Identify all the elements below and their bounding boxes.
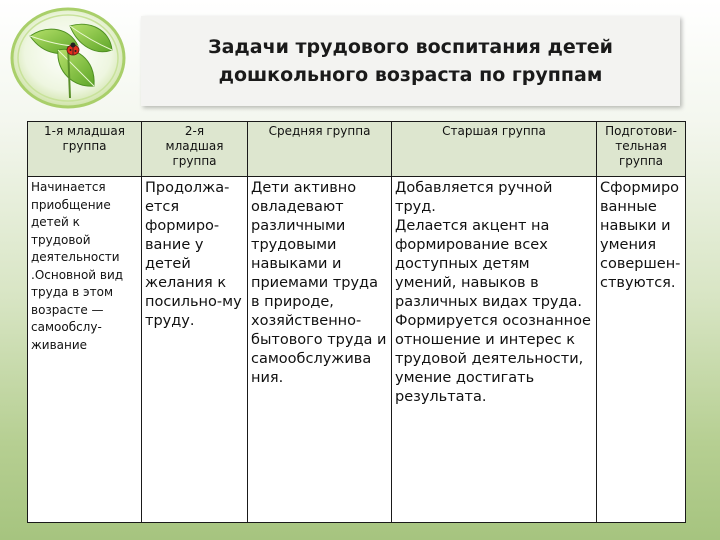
leaf-logo (8, 6, 128, 110)
page-title: Задачи трудового воспитания детей дошкольного возраста по группам (208, 36, 613, 86)
header-group-preparatory: Подготови- тельная группа (597, 122, 686, 177)
header-group-1: 1-я младшая группа (28, 122, 142, 177)
cell-group-1: Начинается приобщение детей к трудовой деятельности .Основной вид труда в этом возрасте — самообслу-живание (28, 177, 142, 523)
groups-table (27, 121, 686, 523)
header-group-2: 2-я младшая группа (142, 122, 248, 177)
cell-group-2: Продолжа-ется формиро-вание у детей желания к посильно-му труду. (142, 177, 248, 523)
table-row (28, 177, 686, 523)
cell-group-middle: Дети активно овладевают различными трудовыми навыками и приемами труда в природе, хозяйственно-бытового труда и самообслужива ния. (248, 177, 392, 523)
header-group-senior: Старшая группа (392, 122, 597, 177)
cell-group-preparatory: Сформиро ванные навыки и умения совершен-ствуются. (597, 177, 686, 523)
header-group-middle: Средняя группа (248, 122, 392, 177)
title-box (141, 16, 680, 106)
table-header-row (28, 122, 686, 177)
leaf-ladybug-icon (8, 6, 128, 110)
cell-group-senior: Добавляется ручной труд. Делается акцент на формирование всех доступных детям умений, навыков в различных видах труда. Формируется осознанное отношение и интерес к трудовой деятельности, умение достигать результата. (392, 177, 597, 523)
